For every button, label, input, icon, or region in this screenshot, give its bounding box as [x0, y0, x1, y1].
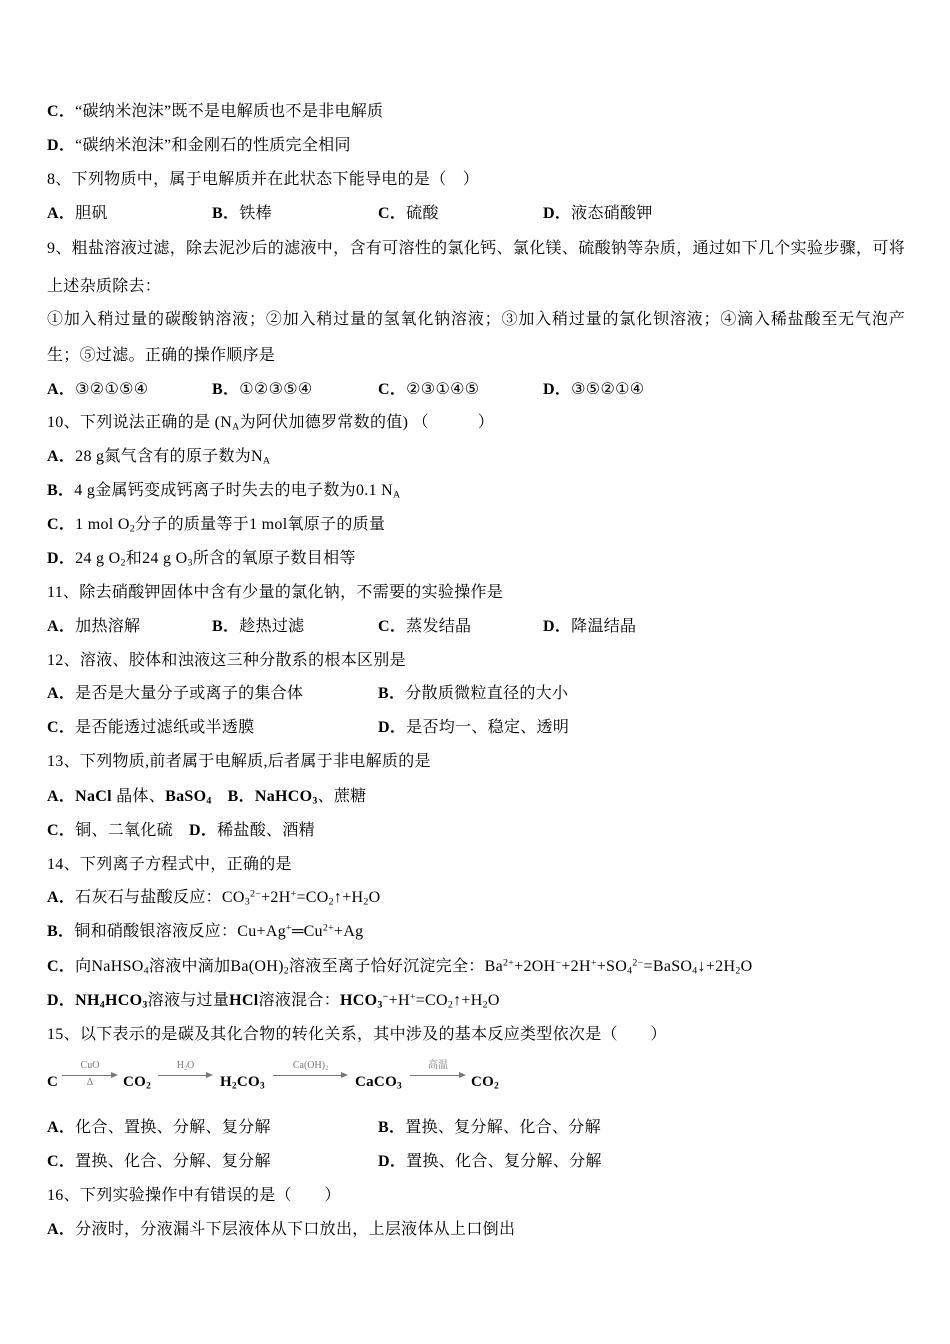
text-run: CuO	[80, 1060, 100, 1071]
option-text: 胆矾	[75, 205, 108, 222]
option-text: ③⑤②①④	[571, 381, 645, 398]
option-text: ③②①⑤④	[75, 381, 149, 398]
option-text: 置换、化合、分解、复分解	[75, 1153, 271, 1170]
option-text: 铁棒	[239, 205, 272, 222]
text-run: 石灰石与盐酸反应：CO	[75, 889, 245, 906]
q8-option-a	[47, 197, 108, 231]
option-label: C．	[47, 958, 76, 975]
q11-option-a	[47, 610, 140, 644]
q8-option-c	[378, 197, 439, 231]
superscript: +	[409, 991, 416, 1003]
option-label: A．	[47, 205, 76, 222]
reaction-arrow-2	[158, 1055, 213, 1105]
option-text: 是否能透过滤纸或半透膜	[75, 719, 255, 736]
option-label: D．	[543, 381, 572, 398]
option-label: D．	[47, 550, 76, 567]
text-run: CO	[471, 1074, 495, 1090]
subscript: 3	[260, 1081, 265, 1092]
option-label: D．	[188, 822, 218, 839]
q15-options-cd	[47, 1145, 907, 1179]
subscript: 2	[183, 1064, 188, 1072]
option-text: 蒸发结晶	[406, 618, 472, 635]
text-run: NaCl	[75, 788, 112, 805]
q8-stem: 8、下列物质中，属于电解质并在此状态下能导电的是（ ）	[47, 171, 480, 188]
option-text: “碳纳米泡沫”和金刚石的性质完全相同	[75, 137, 351, 154]
option-label: B．	[47, 482, 75, 499]
text-run: =BaSO	[643, 958, 693, 975]
q14-option-c	[47, 950, 752, 984]
q10-stem	[47, 406, 494, 440]
subscript: 3	[142, 999, 148, 1011]
q9-option-a	[47, 373, 148, 407]
q15-options-ab	[47, 1111, 907, 1145]
text-run: 所含的氧原子数目相等	[192, 550, 356, 567]
q14-stem: 14、下列离子方程式中，正确的是	[47, 856, 292, 873]
text-run: O	[487, 992, 500, 1009]
subscript: 2	[325, 1064, 329, 1072]
superscript: 2−	[632, 957, 644, 969]
option-text	[74, 482, 400, 499]
q12-option-b	[378, 677, 568, 711]
text-run: 铜、二氧化硫	[75, 822, 173, 839]
superscript: 2−	[249, 888, 262, 900]
text-run: 向NaHSO	[75, 958, 144, 975]
text-run: 分子的质量等于1 mol氧原子的质量	[134, 516, 386, 533]
q12-option-d	[378, 711, 569, 745]
text-run: 高温	[428, 1060, 448, 1071]
text-run: H	[176, 1060, 184, 1071]
q13-option-c	[47, 822, 173, 839]
text-run: HCO	[340, 992, 378, 1009]
q15-option-d	[378, 1145, 602, 1179]
text-run: +2H	[261, 889, 291, 906]
option-label: D．	[47, 137, 76, 154]
subscript: 2	[363, 896, 369, 908]
q12-stem: 12、溶液、胶体和浊液这三种分散系的根本区别是	[47, 652, 406, 669]
species-h2co3	[220, 1070, 265, 1094]
text-run: HCl	[229, 992, 259, 1009]
q14-option-b	[47, 915, 363, 949]
option-text: 趁热过滤	[239, 618, 305, 635]
text-run: 1 mol O	[75, 516, 130, 533]
option-text: 化合、置换、分解、复分解	[75, 1119, 271, 1136]
superscript: +	[590, 957, 597, 969]
option-text	[75, 992, 500, 1009]
arrow-shaft	[273, 1075, 342, 1076]
option-label: D．	[543, 205, 572, 222]
option-label: B．	[47, 923, 75, 940]
q13-options-ab	[47, 780, 367, 814]
q8-options	[47, 197, 907, 231]
option-label: C．	[47, 1153, 76, 1170]
subscript: A	[232, 421, 240, 433]
q9-stem-line-2: 上述杂质除去：	[47, 278, 162, 295]
subscript: 3	[397, 1081, 402, 1092]
text-run: +H	[388, 992, 410, 1009]
text-run: 28 g氮气含有的原子数为N	[75, 448, 263, 465]
q15-stem: 15、以下表示的是碳及其化合物的转化关系，其中涉及的基本反应类型依次是（ ）	[47, 1026, 667, 1043]
option-label: C．	[47, 719, 76, 736]
q13-options-cd	[47, 814, 315, 848]
option-text: 液态硝酸钾	[571, 205, 653, 222]
text-run: 溶液至离子恰好沉淀完全：Ba	[289, 958, 503, 975]
text-run: CO	[236, 1074, 261, 1090]
subscript: 4	[143, 965, 149, 977]
option-label: A．	[47, 788, 76, 805]
text-run: O	[740, 958, 753, 975]
q10-option-b	[47, 474, 401, 508]
text-run: BaSO	[165, 788, 207, 805]
option-text	[74, 923, 363, 940]
reaction-arrow-3	[273, 1055, 348, 1105]
arrow-shaft	[410, 1075, 460, 1076]
text-run: 和24 g O	[125, 550, 188, 567]
option-label: D．	[378, 1153, 407, 1170]
text-run: 为阿伏加德罗常数的值) （ ）	[239, 414, 494, 431]
text-run: +SO	[596, 958, 628, 975]
text-run: ═Cu	[291, 923, 323, 940]
q10-option-a	[47, 440, 270, 474]
text-run: C	[47, 1074, 59, 1090]
option-text	[75, 448, 270, 465]
text-run: ↑+H	[333, 889, 364, 906]
text-run: CO	[123, 1074, 147, 1090]
subscript: A	[393, 489, 401, 501]
text-run: O	[368, 889, 381, 906]
subscript: 4	[627, 965, 633, 977]
q12-options-cd	[47, 711, 907, 745]
subscript: 3	[377, 999, 383, 1011]
option-label: B．	[212, 618, 240, 635]
q7-option-c	[47, 95, 383, 129]
subscript: 2	[120, 557, 126, 569]
option-text	[75, 958, 752, 975]
option-label: C．	[378, 618, 407, 635]
text-run: NH	[75, 992, 100, 1009]
q9-option-d	[543, 373, 644, 407]
subscript: 2	[129, 523, 135, 535]
option-label: C．	[47, 516, 76, 533]
option-text	[75, 516, 385, 533]
text-run: Ca(OH)	[292, 1060, 326, 1071]
option-label: D．	[543, 618, 572, 635]
subscript: A	[262, 455, 271, 467]
arrow-shaft	[62, 1075, 112, 1076]
text-run: NaHCO	[254, 788, 313, 805]
text-run: H	[220, 1074, 232, 1090]
text-run: HCO	[105, 992, 143, 1009]
option-label: D．	[47, 992, 76, 1009]
subscript: 2	[328, 896, 334, 908]
option-text	[75, 822, 173, 839]
subscript: 3	[244, 896, 250, 908]
q8-option-d	[543, 197, 653, 231]
option-label: B．	[227, 788, 255, 805]
arrow-shaft	[158, 1075, 207, 1076]
option-text: 降温结晶	[571, 618, 637, 635]
text-run: 溶液混合：	[258, 992, 341, 1009]
q10-option-d	[47, 542, 356, 576]
option-text: 加热溶解	[75, 618, 141, 635]
q13-option-b	[228, 788, 367, 805]
q7-option-d	[47, 129, 351, 163]
text-run: 10、下列说法正确的是 (N	[47, 414, 233, 431]
text-run: +2OH	[514, 958, 556, 975]
q15-option-c	[47, 1145, 271, 1179]
text-run: 铜和硝酸银溶液反应：Cu+Ag	[74, 923, 287, 940]
text-run: =CO	[415, 992, 448, 1009]
option-label: A．	[47, 448, 76, 465]
q8-option-b	[212, 197, 272, 231]
option-text: 分散质微粒直径的大小	[405, 685, 569, 702]
arrow-head-icon	[206, 1072, 213, 1078]
q11-option-c	[378, 610, 471, 644]
text-run: 4 g金属钙变成钙离子时失去的电子数为0.1 N	[74, 482, 394, 499]
q12-option-a	[47, 677, 303, 711]
subscript: 3	[187, 557, 193, 569]
option-text	[75, 788, 211, 805]
subscript: 4	[99, 999, 106, 1011]
subscript: 2	[735, 965, 741, 977]
subscript: 2	[482, 999, 488, 1011]
option-label: B．	[212, 205, 240, 222]
text-run: 晶体、	[111, 788, 166, 805]
text-run: +Ag	[334, 923, 364, 940]
option-text: 分液时，分液漏斗下层液体从下口放出，上层液体从上口倒出	[75, 1221, 516, 1238]
superscript: +	[290, 888, 297, 900]
option-label: B．	[378, 685, 406, 702]
option-label: D．	[378, 719, 407, 736]
q9-stem-line-3: ①加入稍过量的碳酸钠溶液；②加入稍过量的氢氧化钠溶液；③加入稍过量的氯化钡溶液；④滴入稀盐酸至无气泡产	[47, 311, 905, 328]
text-run: ↓+2H	[697, 958, 736, 975]
text-run: 稀盐酸、酒精	[217, 822, 315, 839]
superscript: +	[286, 922, 292, 934]
species-c	[47, 1070, 58, 1094]
option-text: 硫酸	[406, 205, 439, 222]
q13-option-a	[47, 788, 212, 805]
option-text	[75, 550, 356, 567]
q11-options	[47, 610, 907, 644]
q10-option-c	[47, 508, 385, 542]
text-run: O	[187, 1060, 195, 1071]
option-text: 置换、复分解、化合、分解	[405, 1119, 601, 1136]
reaction-arrow-4	[410, 1055, 466, 1105]
text-run: ↑+H	[453, 992, 483, 1009]
q11-option-d	[543, 610, 636, 644]
q11-stem: 11、除去硝酸钾固体中含有少量的氯化钠，不需要的实验操作是	[47, 584, 504, 601]
arrow-condition-above	[410, 1060, 466, 1072]
option-text	[75, 889, 380, 906]
option-text: ②③①④⑤	[406, 381, 480, 398]
text-run: 溶液中滴加Ba(OH)	[148, 958, 284, 975]
q16-stem: 16、下列实验操作中有错误的是（ ）	[47, 1187, 341, 1204]
option-text: “碳纳米泡沫”既不是电解质也不是非电解质	[75, 103, 384, 120]
subscript: 4	[692, 965, 698, 977]
arrow-condition-below: Δ	[86, 1077, 94, 1088]
superscript: −	[382, 991, 389, 1003]
option-label: A．	[47, 889, 76, 906]
q9-stem-line-1: 9、粗盐溶液过滤，除去泥沙后的滤液中，含有可溶性的氯化钙、氯化镁、硫酸钠等杂质，通过如下几个实验步骤，可将	[47, 240, 905, 257]
q13-stem: 13、下列物质,前者属于电解质,后者属于非电解质的是	[47, 753, 431, 770]
species-co2-final	[471, 1070, 499, 1094]
text-run: CaCO	[355, 1074, 398, 1090]
q9-options	[47, 373, 907, 407]
text-run: +2H	[561, 958, 591, 975]
species-caco3	[355, 1070, 402, 1094]
superscript: 2+	[502, 957, 515, 969]
arrow-condition-above	[62, 1060, 118, 1072]
q9-option-b	[212, 373, 313, 407]
q12-option-c	[47, 711, 254, 745]
q16-option-a	[47, 1213, 515, 1247]
subscript: 3	[312, 795, 318, 807]
option-text: 是否是大量分子或离子的集合体	[75, 685, 304, 702]
superscript: 2+	[322, 922, 334, 934]
q11-option-b	[212, 610, 304, 644]
q14-option-a	[47, 881, 381, 915]
q12-options-ab	[47, 677, 907, 711]
reaction-arrow-1	[62, 1055, 118, 1105]
subscript: 2	[231, 1081, 237, 1092]
q13-option-d	[189, 822, 315, 839]
option-label: A．	[47, 1119, 76, 1136]
subscript: 2	[146, 1081, 152, 1092]
subscript: 2	[447, 999, 454, 1011]
text-run: =CO	[296, 889, 329, 906]
option-text	[217, 822, 315, 839]
option-label: C．	[47, 822, 76, 839]
arrow-condition-above	[158, 1060, 213, 1072]
option-label: C．	[378, 205, 407, 222]
q14-option-d	[47, 984, 500, 1018]
arrow-head-icon	[341, 1072, 348, 1078]
arrow-condition-above	[273, 1060, 348, 1072]
superscript: −	[555, 957, 562, 969]
species-co2	[123, 1070, 151, 1094]
option-text: ①②③⑤④	[239, 381, 313, 398]
option-text	[255, 788, 367, 805]
option-text: 是否均一、稳定、透明	[406, 719, 570, 736]
q9-stem-line-4: 生；⑤过滤。正确的操作顺序是	[47, 347, 276, 364]
q9-option-c	[378, 373, 479, 407]
option-label: C．	[47, 103, 76, 120]
option-text: 置换、化合、复分解、分解	[406, 1153, 602, 1170]
text-run: 溶液与过量	[147, 992, 230, 1009]
q15-option-b	[378, 1111, 601, 1145]
option-label: A．	[47, 618, 76, 635]
option-label: B．	[378, 1119, 406, 1136]
option-label: A．	[47, 1221, 76, 1238]
arrow-head-icon	[459, 1072, 466, 1078]
q15-option-a	[47, 1111, 271, 1145]
subscript: 2	[494, 1081, 500, 1092]
option-label: A．	[47, 685, 76, 702]
text-run: 、蔗糖	[317, 788, 367, 805]
option-label: A．	[47, 381, 76, 398]
option-label: B．	[212, 381, 240, 398]
text-run: 24 g O	[75, 550, 121, 567]
subscript: 2	[283, 965, 289, 977]
option-label: C．	[378, 381, 407, 398]
subscript: 4	[206, 795, 212, 807]
q15-reaction-chain	[47, 1055, 527, 1105]
